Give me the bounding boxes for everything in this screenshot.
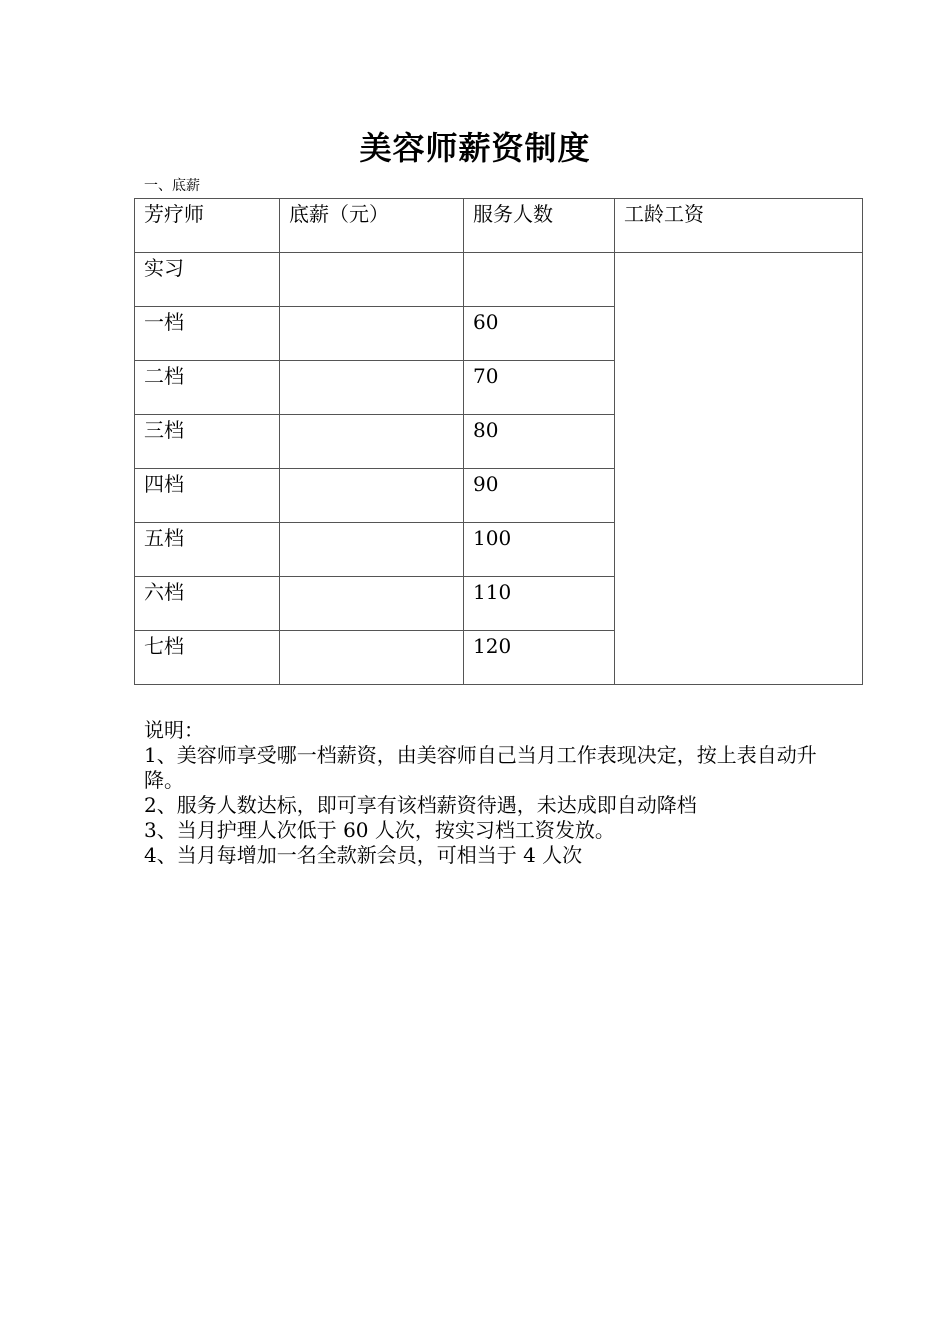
level-cell: 二档	[135, 361, 280, 415]
note-item: 1、美容师享受哪一档薪资，由美容师自己当月工作表现决定，按上表自动升降。	[144, 743, 817, 792]
base-salary-cell	[280, 523, 464, 577]
notes-section	[144, 718, 824, 868]
service-count-cell: 120	[464, 631, 615, 685]
level-cell: 一档	[135, 307, 280, 361]
base-salary-cell	[280, 577, 464, 631]
note-item: 3、当月护理人次低于 60 人次，按实习档工资发放。	[144, 818, 615, 842]
service-count-cell: 80	[464, 415, 615, 469]
level-cell: 五档	[135, 523, 280, 577]
header-cell: 工龄工资	[615, 199, 863, 253]
seniority-wage-cell	[615, 253, 863, 685]
salary-table	[134, 198, 863, 685]
base-salary-cell	[280, 631, 464, 685]
note-item: 2、服务人数达标，即可享有该档薪资待遇，未达成即自动降档	[144, 793, 697, 817]
service-count-cell: 90	[464, 469, 615, 523]
section-label: 一、底薪	[144, 178, 200, 194]
document-title: 美容师薪资制度	[359, 129, 591, 167]
base-salary-cell	[280, 469, 464, 523]
service-count-cell	[464, 253, 615, 307]
level-cell: 三档	[135, 415, 280, 469]
header-cell: 底薪（元）	[280, 199, 464, 253]
table-header-row	[135, 199, 863, 253]
level-cell: 实习	[135, 253, 280, 307]
service-count-cell: 100	[464, 523, 615, 577]
base-salary-cell	[280, 307, 464, 361]
header-cell: 服务人数	[464, 199, 615, 253]
base-salary-cell	[280, 361, 464, 415]
table-row	[135, 253, 863, 307]
level-cell: 七档	[135, 631, 280, 685]
service-count-cell: 70	[464, 361, 615, 415]
base-salary-cell	[280, 253, 464, 307]
level-cell: 六档	[135, 577, 280, 631]
service-count-cell: 110	[464, 577, 615, 631]
level-cell: 四档	[135, 469, 280, 523]
base-salary-cell	[280, 415, 464, 469]
service-count-cell: 60	[464, 307, 615, 361]
notes-heading: 说明：	[144, 718, 204, 742]
header-cell: 芳疗师	[135, 199, 280, 253]
note-item: 4、当月每增加一名全款新会员，可相当于 4 人次	[144, 843, 583, 867]
